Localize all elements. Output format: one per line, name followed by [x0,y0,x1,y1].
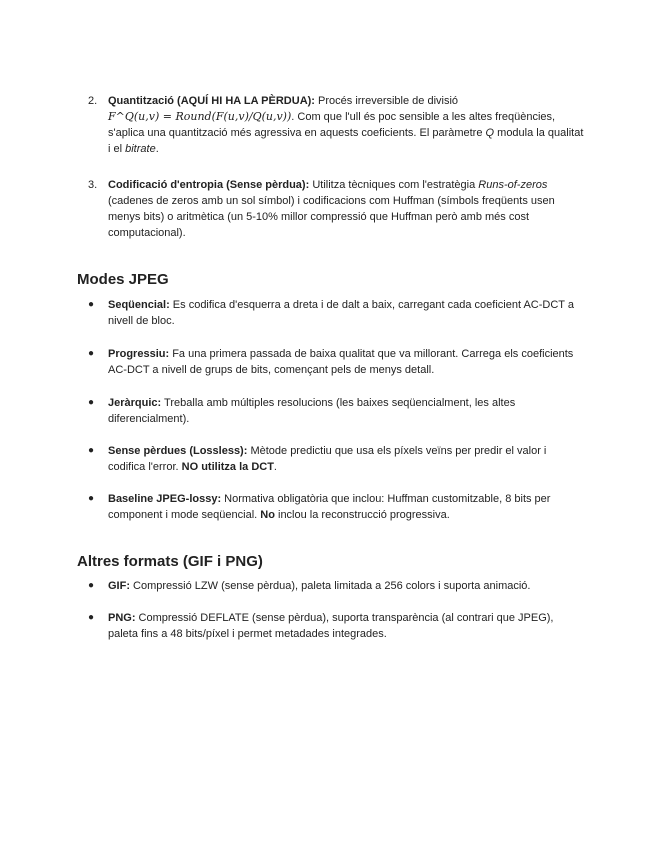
list-item-entropy [88,177,588,241]
item-title: Codificació d'entropia (Sense pèrdua): [108,179,310,191]
item-label: Baseline JPEG-lossy: [108,493,222,505]
list-item-lossless [88,443,578,475]
item-text: . [273,461,277,473]
list-item-gif [88,578,578,594]
q-parameter: Q [485,127,495,139]
bullet: ● [88,348,95,359]
item-label: Sense pèrdues (Lossless): [108,445,248,457]
list-item-png [88,610,578,642]
item-strong: No [260,509,275,521]
list-item-quantization [88,93,588,157]
item-label: PNG: [108,612,136,624]
quantization-formula: F^Q(u,v) = Round(F(u,v)/Q(u,v)) [108,110,292,123]
section-heading-formats: Altres formats (GIF i PNG) [77,553,263,570]
item-text: Compressió DEFLATE (sense pèrdua), suporta transparència (al contrari que JPEG), paleta fins a 48 bits/píxel i permet metadades integrades. [108,612,554,640]
item-text: Procés irreversible de divisió [314,95,459,107]
item-text: Es codifica d'esquerra a dreta i de dalt a baix, carregant cada coeficient AC-DCT a nivell de bloc. [108,299,574,327]
item-text: Compressió LZW (sense pèrdua), paleta limitada a 256 colors i suporta animació. [130,580,531,592]
list-item-hierarchical [88,395,578,427]
item-label: Seqüencial: [108,299,170,311]
item-text: Normativa obligatòria que inclou: Huffman customitzable, 8 bits per component i mode seqüencial. [108,493,551,521]
item-label: Jeràrquic: [108,397,162,409]
item-text: Utilitza tècniques com l'estratègia [309,179,479,191]
item-text: Mètode predictiu que usa els píxels veïns per predir el valor i codifica l'error. [108,445,547,473]
bullet: ● [88,445,95,456]
bullet: ● [88,580,95,591]
item-text: modula la qualitat i el [108,127,584,155]
item-text: Fa una primera passada de baixa qualitat que va millorant. Carrega els coeficients AC-DCT a nivell de grups de bits, començant pels de menys detall. [108,348,574,376]
item-text: . Com que l'ull és poc sensible a les altes freqüències, s'aplica una quantització més agressiva en aquests coeficients. El paràmetre [108,111,556,139]
item-strong: NO utilitza la DCT [181,461,274,473]
runs-of-zeros-term: Runs-of-zeros [478,179,548,191]
item-text: inclou la reconstrucció progressiva. [274,509,450,521]
list-number: 2. [88,95,98,107]
bullet: ● [88,397,95,408]
bullet: ● [88,299,95,310]
bullet: ● [88,612,95,623]
item-title: Quantització (AQUÍ HI HA LA PÈRDUA): [108,95,315,107]
list-item-baseline [88,491,578,523]
bitrate-term: bitrate [125,143,156,155]
item-text: (cadenes de zeros amb un sol símbol) i codificacions com Huffman (símbols freqüents usen menys bits) o aritmètica (un 5-10% millor compressió que Huffman però amb més cost computacional). [108,195,555,239]
bullet: ● [88,493,95,504]
list-number: 3. [88,179,98,191]
item-label: GIF: [108,580,130,592]
item-label: Progressiu: [108,348,170,360]
item-text: Treballa amb múltiples resolucions (les baixes seqüencialment, les altes diferencialment). [108,397,516,425]
list-item-sequential [88,297,578,329]
list-item-progressive [88,346,578,378]
item-text: . [155,143,159,155]
section-heading-modes: Modes JPEG [77,271,169,288]
